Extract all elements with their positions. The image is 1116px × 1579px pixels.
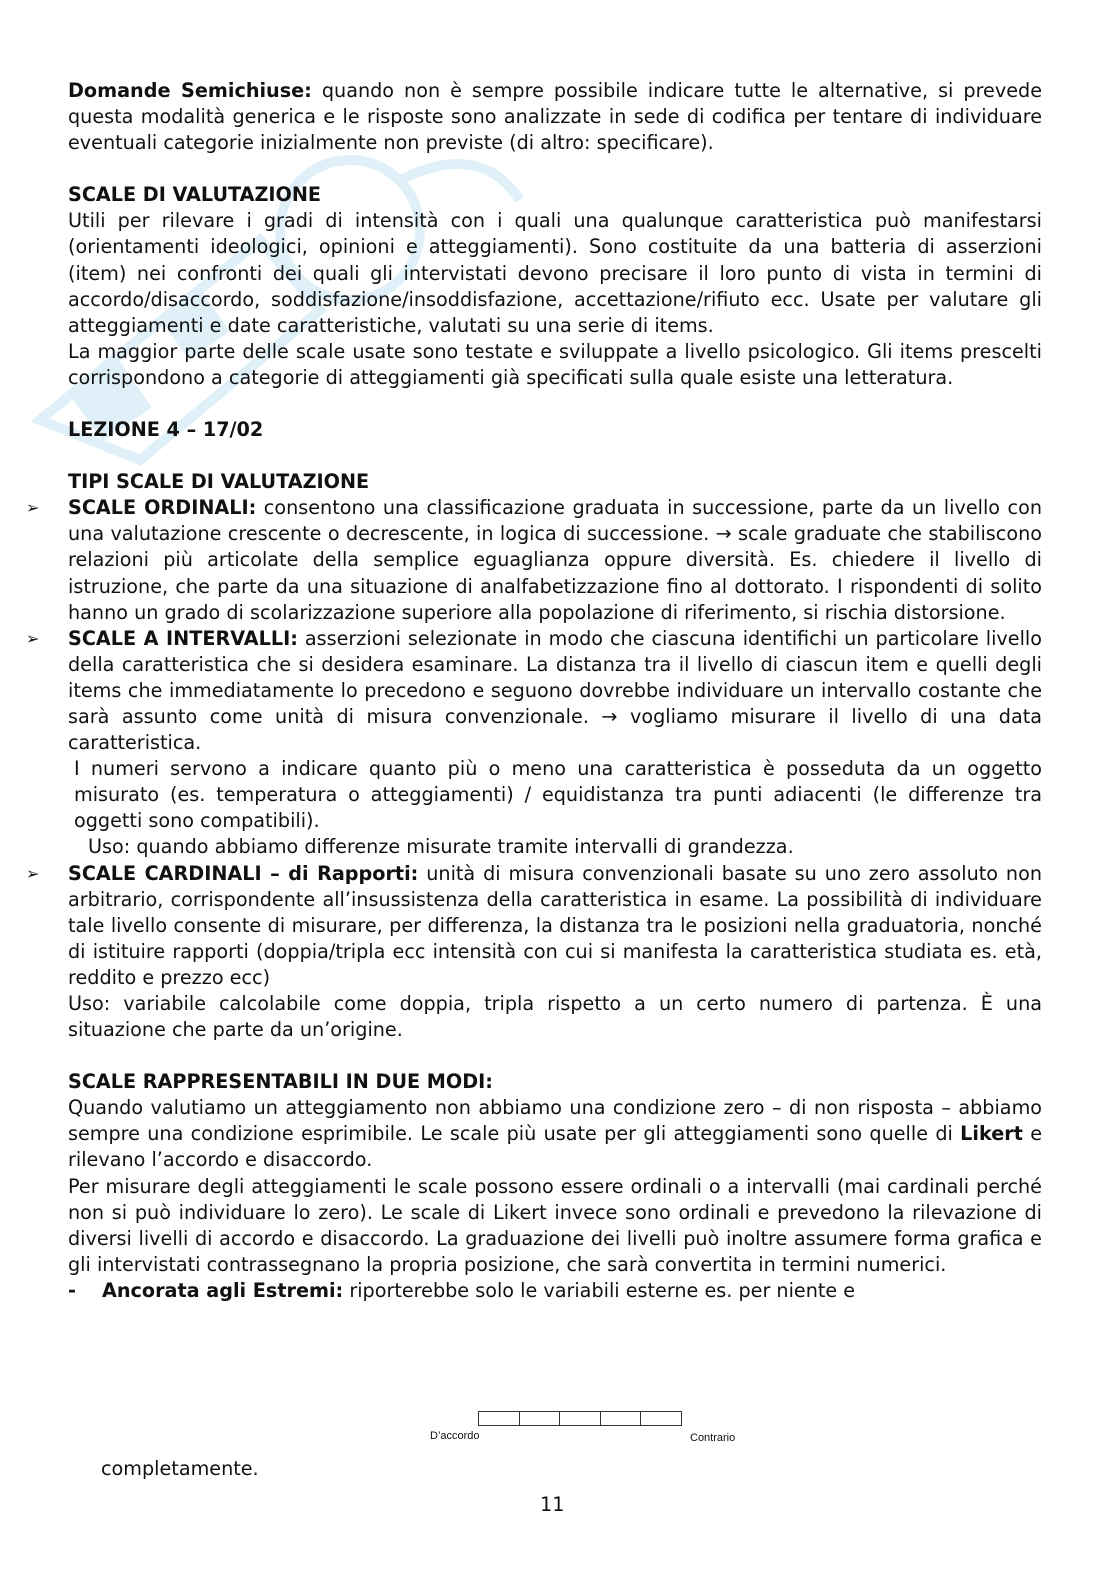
term-ancorata: Ancorata agli Estremi: [102, 1278, 344, 1302]
dash-bullet: - [68, 1278, 76, 1302]
scale-bar [478, 1411, 682, 1426]
term-likert: Likert [960, 1122, 1023, 1146]
term-cardinali: SCALE CARDINALI – di Rapporti: [68, 861, 419, 885]
paragraph-scale-valutazione-2: La maggior parte delle scale usate sono testate e sviluppate a livello psicologico. Gli items prescelti corrispondono a categorie di atteggiamenti già specificati sulla quale esiste una letteratura. [68, 339, 1042, 389]
text-rappresentabili-b: e rilevano l’accordo e disaccordo. [68, 1122, 1043, 1172]
bullet-scale-cardinali [26, 861, 1042, 1044]
text-intervalli-numeri: I numeri servono a indicare quanto più o meno una caratteristica è posseduta da un oggetto misurato (es. temperatura o atteggiamenti) / equidistanza tra punti adiacenti (le differenze tra oggetti sono compatibili). [74, 757, 1042, 833]
arrowhead-bullet-icon: ➢ [26, 628, 40, 648]
scale-cell [479, 1412, 520, 1425]
heading-rappresentabili: SCALE RAPPRESENTABILI IN DUE MODI: [68, 1070, 493, 1094]
likert-scale-figure [420, 1394, 736, 1458]
arrowhead-bullet-icon: ➢ [26, 498, 40, 518]
bullet-scale-intervalli [26, 626, 1042, 861]
paragraph-rappresentabili-1 [68, 1095, 1042, 1173]
scale-cell [560, 1412, 601, 1425]
text-completamente: completamente. [101, 1457, 259, 1480]
paragraph-scale-valutazione-1: Utili per rilevare i gradi di intensità con i quali una qualunque caratteristica può manifestarsi (orientamenti ideologici, opinioni e atteggiamenti). Sono costituite da una batteria di asserzioni (item) nei confronti dei quali gli intervistati devono precisare il loro punto di vista in termini di accordo/disaccordo, soddisfazione/insoddisfazione, accettazione/rifiuto ecc. Usate per valutare gli atteggiamenti e date caratteristiche, valutati su una serie di items. [68, 209, 1042, 337]
text-intervalli: asserzioni selezionate in modo che ciascuna identifichi un particolare livello della caratteristica che si desidera esaminare. La distanza tra il livello di ciascun item e quelli degli items che immediatamente lo precedono e seguono dovrebbe individuare un intervallo costante che sarà assunto come unità di misura convenzionale. → vogliamo misurare il livello di una data caratteristica. [68, 626, 1042, 755]
scale-label-right: Contrario [690, 1432, 736, 1444]
text-ordinali: consentono una classificazione graduata in successione, parte da un livello con una valutazione crescente o decrescente, in logica di successione. → scale graduate che stabiliscono relazioni più articolate della semplice eguaglianza oppure diversità. Es. chiedere il livello di istruzione, che parte da una situazione di analfabetizzazione fino al dottorato. I rispondenti di solito hanno un grado di scolarizzazione superiore alla popolazione di riferimento, si rischia distorsione. [68, 496, 1042, 624]
text-cardinali: unità di misura convenzionali basate su uno zero assoluto non arbitrario, corrispondente all’insussistenza della caratteristica in esame. La possibilità di individuare tale livello consente di misurare, per differenza, la distanza tra le posizioni nella graduatoria, nonché di istituire rapporti (doppia/tripla ecc intensità con cui si manifesta la caratteristica studiata es. età, reddito e prezzo ecc) [68, 861, 1042, 989]
bullet-scale-ordinali [26, 495, 1042, 625]
text-cardinali-uso: Uso: variabile calcolabile come doppia, tripla rispetto a un certo numero di partenza. È una situazione che parte da un’origine. [68, 992, 1042, 1042]
heading-lezione: LEZIONE 4 – 17/02 [68, 418, 264, 442]
heading-tipi-scale: TIPI SCALE DI VALUTAZIONE [68, 470, 370, 494]
paragraph-rappresentabili-2: Per misurare degli atteggiamenti le scale possono essere ordinali o a intervalli (mai cardinali perché non si può individuare lo zero). Le scale di Likert invece sono ordinali e prevedono la rilevazione di diversi livelli di accordo e disaccordo. La graduazione dei livelli può inoltre assumere forma grafica e gli intervistati contrassegnano la propria posizione, che sarà convertita in termini numerici. [68, 1174, 1042, 1276]
text-rappresentabili-a: Quando valutiamo un atteggiamento non abbiamo una condizione zero – di non risposta – abbiamo sempre una condizione esprimibile. Le scale più usate per gli atteggiamenti sono quelle di [68, 1096, 1042, 1146]
text-semichiuse: quando non è sempre possibile indicare tutte le alternative, si prevede questa modalità generica e le risposte sono analizzate in sede di codifica per tentare di individuare eventuali categorie inizialmente non previste (di altro: specificare). [68, 79, 1042, 155]
arrowhead-bullet-icon: ➢ [26, 863, 40, 883]
scale-cell [641, 1412, 681, 1425]
scale-cell [520, 1412, 561, 1425]
page-number: 11 [540, 1493, 565, 1516]
term-semichiuse: Domande Semichiuse: [68, 79, 312, 102]
term-intervalli: SCALE A INTERVALLI: [68, 626, 298, 650]
page-content [26, 78, 1043, 1304]
text-ancorata: riporterebbe solo le variabili esterne es. per niente e [343, 1278, 856, 1302]
scale-cell [601, 1412, 642, 1425]
heading-scale-valutazione: SCALE DI VALUTAZIONE [68, 183, 322, 207]
text-intervalli-uso: Uso: quando abbiamo differenze misurate tramite intervalli di grandezza. [88, 835, 794, 859]
paragraph-semichiuse [68, 78, 1042, 156]
scale-label-left: D’accordo [430, 1430, 480, 1442]
dash-item-ancorata [68, 1278, 1042, 1304]
term-ordinali: SCALE ORDINALI: [68, 496, 257, 520]
